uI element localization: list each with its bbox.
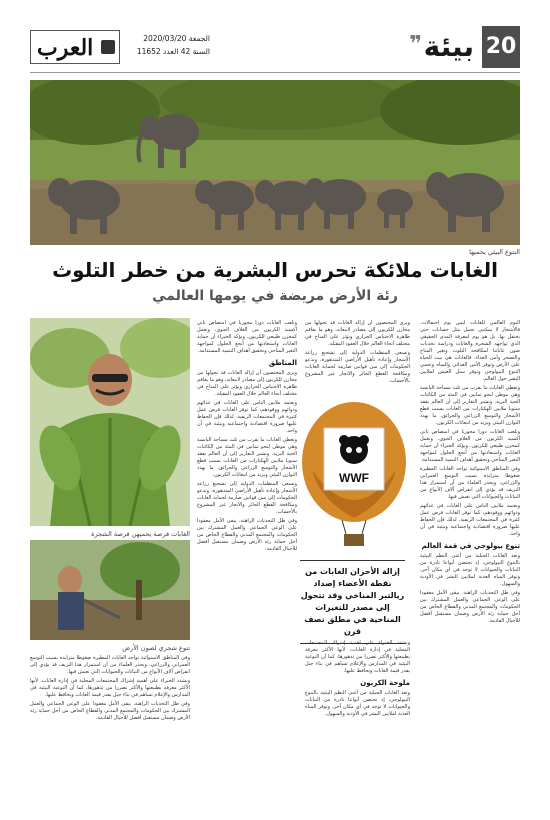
- text-column-left-bottom: [30, 655, 190, 810]
- article-subheadline: رئة الأرض مريضة في يومها العالمي: [152, 288, 398, 304]
- paragraph: اليوم العالمي للغابات ليس يوم احتفالات. فالأشجار لا يمكنني تحمل مثل حسابات حتى يحتفل بها. بل هو يوم لمعرفة المدى الحقيقي الذي تواجهه الشجرة والغابات ودراسة تحديات صون غاباتنا لمكافحة التلوث وتغير المناخ والتصحر وأمن الغذاء. فالغابات هي بيت الحياة على الأرض وتوفر الأمن الغذائي والمياه وتحمي التنوع البيولوجي وتوفر سبل العيش لملايين البشر حول العالم.: [420, 320, 520, 382]
- paragraph: ويعتمد ملايين الناس على الغابات في غذائهم ودوائهم ووقودهم، كما توفر الغابات فرص عمل كثيرة في المجتمعات الريفية. لذلك فإن الحفاظ عليها ضرورة اقتصادية واجتماعية وبيئية في آن واحد.: [420, 503, 520, 537]
- elephants-photo: [30, 80, 520, 245]
- paragraph: وتغطي الغابات ما يقرب من ثلث مساحة اليابسة وهي موطن لنحو ثمانين في المئة من الكائنات الحية البرية. وتشير التقارير إلى أن العالم يفقد سنويا ملايين الهكتارات من الغابات بسبب قطع الأشجار والتوسع الزراعي والحرائق، ما يهدد التوازن البيئي ويزيد من انبعاثات الكربون.: [420, 385, 520, 426]
- page-number: 20: [482, 26, 520, 68]
- article-headline: الغابات ملائكة تحرس البشرية من خطر التلوث: [52, 258, 498, 282]
- paragraph: وتلعب الغابات دورا محوريا في امتصاص ثاني أكسيد الكربون من الغلاف الجوي، وتعمل كمخزن طبيعي للكربون. ويؤكد الخبراء أن حماية الغابات واستعادتها من أنجع الحلول لمواجهة التغير المناخي وتحقيق أهداف التنمية المستدامة.: [197, 320, 297, 354]
- issue-number: السنة 42 العدد 11652: [136, 47, 210, 56]
- text-column-right: [420, 320, 520, 810]
- man-photo-caption: الغابات فرصة يحميهن فرصة الشجرة: [91, 530, 190, 538]
- paragraph: وتغطي الغابات ما يقرب من ثلث مساحة اليابسة وهي موطن لنحو ثمانين في المئة من الكائنات الحية البرية. وتشير التقارير إلى أن العالم يفقد سنويا ملايين الهكتارات من الغابات بسبب قطع الأشجار والتوسع الزراعي والحرائق، ما يهدد التوازن البيئي ويزيد من انبعاثات الكربون.: [197, 437, 297, 478]
- paragraph: وفي ظل التحديات الراهنة، يبقى الأمل معقودا على الوعي الجماعي والعمل المشترك بين الحكومات والمجتمع المدني والقطاع الخاص من أجل حماية رئة الأرض وضمان مستقبل أفضل للأجيال القادمة.: [420, 590, 520, 624]
- page-header: [30, 26, 520, 68]
- paragraph: وفي المناطق الاستوائية تواجه الغابات المطيرة ضغوطا متزايدة بسبب التوسع العمراني والزراعي، ويحذر العلماء من أن استمرار هذا النزيف قد يؤدي إلى انقراض آلاف الأنواع من النباتات والحيوانات التي تعيش فيها.: [420, 466, 520, 500]
- man-in-leaves-photo: [30, 318, 190, 526]
- section-heading: المناطق: [268, 359, 297, 367]
- paragraph: وفي ظل التحديات الراهنة، يبقى الأمل معقودا على الوعي الجماعي والعمل المشترك بين الحكومات والمجتمع المدني والقطاع الخاص من أجل حماية رئة الأرض وضمان مستقبل أفضل للأجيال القادمة.: [197, 518, 297, 552]
- paragraph: وفي ظل التحديات الراهنة، يبقى الأمل معقودا على الوعي الجماعي والعمل المشترك بين الحكومات والمجتمع المدني والقطاع الخاص من أجل حماية رئة الأرض وضمان مستقبل أفضل للأجيال القادمة.: [30, 701, 190, 721]
- paragraph: وتعد الغابات الجبلية من أغنى النظم البيئية بالتنوع البيولوجي، إذ تحتضن أنواعا نادرة من النباتات والحيوانات لا توجد في أي مكان آخر، وتوفر المياه العذبة لملايين البشر في الأودية والسهول.: [420, 553, 520, 587]
- pull-quote: إزالة الأحزان الغابات من نقطة الأعضاء إصداد ريالتبر المناخي وقد تتحول إلى مصدر للتغيرات المناخية في مطلق نصف قرن: [300, 560, 405, 644]
- photo-caption: النتوع البيئي يحميها: [469, 248, 520, 256]
- tree-planting-photo: [30, 540, 190, 640]
- text-column-mid-top: [305, 320, 410, 398]
- brand-mark-icon: [101, 40, 115, 54]
- paragraph: وفي المناطق الاستوائية تواجه الغابات المطيرة ضغوطا متزايدة بسبب التوسع العمراني والزراعي، ويحذر العلماء من أن استمرار هذا النزيف قد يؤدي إلى انقراض آلاف الأنواع من النباتات والحيوانات التي تعيش فيها.: [30, 655, 190, 675]
- paragraph: ويرى المختصون أن إزالة الغابات قد تحولها من مخازن للكربون إلى مصادر لانبعاثه، وهو ما يفاقم ظاهرة الاحتباس الحراري ويؤثر على المناخ في مختلف أنحاء العالم خلال العقود المقبلة.: [305, 320, 410, 347]
- balloon-logo-text: WWF: [339, 471, 369, 485]
- paragraph: ويشدد الخبراء على أهمية إشراك المجتمعات المحلية في إدارة الغابات، لأنها الأكثر معرفة بطبيعتها والأكثر تضررا من تدهورها، كما أن التوعية البيئية في المدارس والإعلام تساهم في بناء جيل يقدر قيمة الغابات ويحافظ عليها.: [30, 678, 190, 698]
- section-title: بيئة: [423, 30, 474, 63]
- wwf-balloon-image: [298, 400, 410, 550]
- section-heading: ملوحة الكربون: [360, 679, 410, 687]
- paragraph: ويشدد الخبراء على أهمية إشراك المجتمعات المحلية في إدارة الغابات، لأنها الأكثر معرفة بطبيعتها والأكثر تضررا من تدهورها، كما أن التوعية البيئية في المدارس والإعلام تساهم في بناء جيل يقدر قيمة الغابات ويحافظ عليها.: [305, 640, 410, 674]
- issue-meta: [130, 32, 210, 58]
- paragraph: ويعتمد ملايين الناس على الغابات في غذائهم ودوائهم ووقودهم، كما توفر الغابات فرص عمل كثيرة في المجتمعات الريفية. لذلك فإن الحفاظ عليها ضرورة اقتصادية واجتماعية وبيئية في آن واحد.: [197, 400, 297, 434]
- quote-icon: ❞: [409, 32, 422, 57]
- paragraph: وتسعى المنظمات الدولية إلى تشجيع زراعة الأشجار وإعادة تأهيل الأراضي المتدهورة، وتدعو الحكومات إلى سن قوانين صارمة لحماية الغابات ومكافحة القطع الجائر والاتجار غير المشروع بالأخشاب.: [197, 481, 297, 515]
- brand-logo: [30, 30, 120, 64]
- text-column-mid-bottom: [305, 640, 410, 810]
- brand-name: العرب: [37, 35, 94, 61]
- issue-date: الجمعة 2020/03/20: [143, 34, 210, 43]
- paragraph: ويرى المختصون أن إزالة الغابات قد تحولها من مخازن للكربون إلى مصادر لانبعاثه، وهو ما يفاقم ظاهرة الاحتباس الحراري ويؤثر على المناخ في مختلف أنحاء العالم خلال العقود المقبلة.: [197, 370, 297, 397]
- text-column-middle: [197, 320, 297, 810]
- header-divider: [30, 72, 520, 73]
- paragraph: وتسعى المنظمات الدولية إلى تشجيع زراعة الأشجار وإعادة تأهيل الأراضي المتدهورة، وتدعو الحكومات إلى سن قوانين صارمة لحماية الغابات ومكافحة القطع الجائر والاتجار غير المشروع بالأخشاب.: [305, 350, 410, 384]
- paragraph: وتعد الغابات الجبلية من أغنى النظم البيئية بالتنوع البيولوجي، إذ تحتضن أنواعا نادرة من النباتات والحيوانات لا توجد في أي مكان آخر، وتوفر المياه العذبة لملايين البشر في الأودية والسهول.: [305, 690, 410, 717]
- paragraph: وتلعب الغابات دورا محوريا في امتصاص ثاني أكسيد الكربون من الغلاف الجوي، وتعمل كمخزن طبيعي للكربون. ويؤكد الخبراء أن حماية الغابات واستعادتها من أنجع الحلول لمواجهة التغير المناخي وتحقيق أهداف التنمية المستدامة.: [420, 429, 520, 463]
- section-heading: تنوع بيولوجي في قمة العالم: [421, 542, 520, 550]
- tree-photo-caption: تنوع شجري لصون الأرض: [122, 644, 190, 652]
